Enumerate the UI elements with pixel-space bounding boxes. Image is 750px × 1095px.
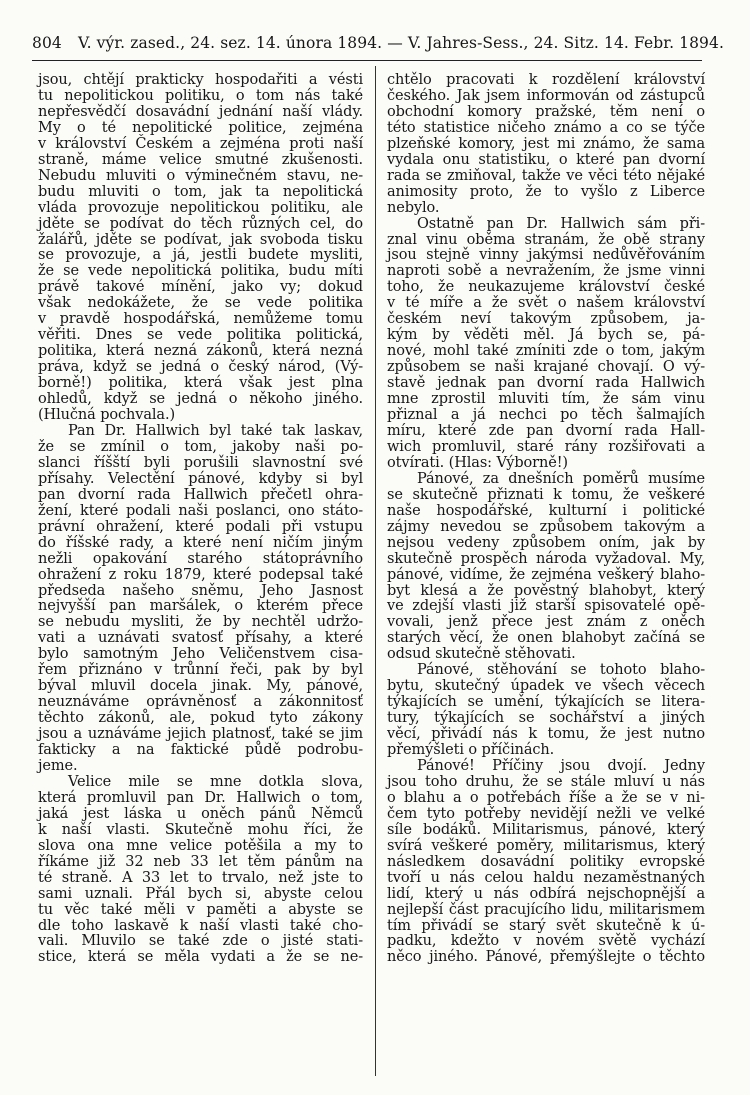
page-number: 804 bbox=[32, 34, 62, 52]
text-line: plzeňské komory, jest mi známo, že sama bbox=[387, 135, 705, 152]
text-line: v pravdě hospodářská, nemůžeme tomu bbox=[38, 311, 363, 328]
text-line: míru, které zde pan dvorní rada Hall- bbox=[387, 422, 705, 439]
text-line: odsud skutečně stěhovati. bbox=[387, 646, 576, 663]
text-line: českého. Jak jsem informován od zástupců bbox=[387, 87, 705, 104]
text-line: věcí, přivádí nás k tomu, že jest nutno bbox=[387, 726, 705, 743]
text-line: bylo samotným Jeho Veličenstvem cisa- bbox=[38, 646, 363, 663]
text-line: Pánové, za dnešních poměrů musíme bbox=[417, 470, 705, 487]
text-line: této statistice ničeho známo a co se týče bbox=[387, 119, 705, 136]
text-line: čem tyto potřeby nevidějí nežli ve velké bbox=[387, 805, 705, 822]
text-line: chtělo pracovati k rozdělení království bbox=[387, 72, 705, 88]
text-line: politika, která nezná zákonů, která nezná bbox=[38, 343, 363, 360]
text-line: Pánové! Příčiny jsou dvojí. Jedny bbox=[417, 757, 705, 774]
text-line: o blahu a o potřebách říše a že se v ni- bbox=[387, 789, 705, 806]
text-line: straně, máme velice smutné zkušenosti. bbox=[38, 151, 363, 168]
text-line: vláda provozuje nepolitickou politiku, ale bbox=[38, 199, 363, 216]
text-line: animosity proto, že to vyšlo z Liberce bbox=[387, 183, 705, 200]
right-column bbox=[387, 73, 705, 966]
left-column bbox=[38, 73, 363, 966]
text-line: těchto zákonů, ale, pokud tyto zákony bbox=[38, 710, 363, 727]
column-divider bbox=[375, 66, 376, 1076]
text-line: však nedokážete, že se vede politika bbox=[38, 295, 363, 312]
text-line: jsou toho druhu, že se stále mluví u nás bbox=[387, 773, 705, 790]
text-line: že se vede nepolitická politika, budu míti bbox=[38, 263, 363, 280]
text-line: fakticky a na faktické půdě podrobu- bbox=[38, 742, 363, 759]
text-line: tury, týkajících se sochářství a jiných bbox=[387, 710, 705, 727]
text-line: říkáme již 32 neb 33 let těm pánům na bbox=[38, 853, 363, 870]
text-line: zájmy nevedou se způsobem takovým a bbox=[387, 518, 705, 535]
text-line: ohledů, když se jedná o někoho jiného. bbox=[38, 391, 363, 408]
text-line: stavě jednak pan dvorní rada Hallwich bbox=[387, 375, 705, 392]
text-line: lidí, který u nás odbírá nejschopnější a bbox=[387, 885, 705, 902]
text-line: v království Českém a zejména proti naší bbox=[38, 135, 363, 152]
text-line: slova ona mne velice potěšila a my to bbox=[38, 837, 363, 854]
text-line: se nebudu mysliti, že by nechtěl udržo- bbox=[38, 614, 363, 631]
text-line: předseda našeho sněmu, Jeho Jasnost bbox=[38, 582, 363, 599]
text-line: slanci říšští byli porušili slavnostní své bbox=[38, 454, 363, 471]
text-line: pan dvorní rada Hallwich přečetl ohra- bbox=[38, 486, 363, 503]
text-line: starých věcí, že onen blahobyt začíná se bbox=[387, 630, 705, 647]
text-line: právní ohražení, které podali při vstupu bbox=[38, 518, 363, 535]
text-line: vati a uznávati svatosť přísahy, a které bbox=[38, 630, 363, 647]
text-line: Velice mile se mne dotkla slova, bbox=[68, 773, 363, 790]
text-line: jsou stejně vinny jakýmsi nedůvěřováním bbox=[387, 247, 705, 264]
text-line: Ostatně pan Dr. Hallwich sám při- bbox=[417, 215, 705, 232]
text-line: nejlepší část pracujícího lidu, militarismem bbox=[387, 901, 705, 918]
text-line: Pánové, stěhování se tohoto blaho- bbox=[417, 662, 705, 679]
text-line: (Hlučná pochvala.) bbox=[38, 407, 176, 424]
text-line: dle toho laskavě k naší vlasti také cho- bbox=[38, 917, 363, 934]
text-line: nežli opakování starého státoprávního bbox=[38, 550, 363, 567]
text-line: býval mluvil docela jinak. My, pánové, bbox=[38, 678, 363, 695]
text-line: práva, když se jedná o český národ, (Vý- bbox=[38, 359, 363, 376]
text-line: pánové, vidíme, že zejména veškerý blaho- bbox=[387, 566, 705, 583]
text-line: obchodní komory pražské, těm není o bbox=[387, 103, 705, 120]
text-line: borně!) politika, která však jest plna bbox=[38, 375, 363, 392]
text-line: tu nepolitickou politiku, o tom nás také bbox=[38, 87, 363, 104]
text-line: vydala onu statistiku, o které pan dvorní bbox=[387, 151, 705, 168]
text-line: přiznal a já nechci po těch šalmajích bbox=[387, 407, 705, 424]
text-line: budu mluviti o tom, jak ta nepolitická bbox=[38, 183, 363, 200]
text-line: svírá veškeré poměry, militarismus, který bbox=[387, 837, 705, 854]
text-line: Nebudu mluviti o výminečném stavu, ne- bbox=[38, 167, 363, 184]
text-line: tím přivádí se starý svět skutečně k ú- bbox=[387, 917, 705, 934]
text-line: My o té nepolitické politice, zejména bbox=[38, 119, 363, 136]
text-line: vovali, jenž přece jest znám z oněch bbox=[387, 614, 705, 631]
text-line: žalářů, jděte se podívat, jak svoboda tisku bbox=[38, 231, 363, 248]
text-line: vali. Mluvilo se také zde o jisté stati- bbox=[38, 933, 363, 950]
text-line: jděte se podívat do těch různých cel, do bbox=[38, 215, 363, 232]
header-rule bbox=[32, 60, 702, 61]
text-line: řem přiznáno v trůnní řeči, pak by byl bbox=[38, 662, 363, 679]
text-line: toho, že neukazujeme království české bbox=[387, 279, 705, 296]
text-line: ve zdejší vlasti již starší spisovatelé opě- bbox=[387, 598, 705, 615]
text-line: jsou, chtějí prakticky hospodařiti a vésti bbox=[38, 72, 363, 88]
text-line: skutečně prospěch národa vyžadoval. My, bbox=[387, 550, 705, 567]
text-line: že se zmínil o tom, jakoby naši po- bbox=[38, 438, 363, 455]
text-line: wich promluvil, staré rány rozšiřovati a bbox=[387, 438, 705, 455]
text-line: ohražení z roku 1879, které podepsal také bbox=[38, 566, 363, 583]
text-line: se skutečně přiznati k tomu, že veškeré bbox=[387, 486, 705, 503]
text-line: v té míře a že svět o našem království bbox=[387, 295, 705, 312]
text-line: týkajících se umění, týkajících se litera- bbox=[387, 694, 705, 711]
text-line: rada se zmiňoval, takže ve věci této nějaké bbox=[387, 167, 705, 184]
text-line: Pan Dr. Hallwich byl také tak laskav, bbox=[68, 422, 363, 439]
text-line: neuznáváme oprávněnosť a zákonnitosť bbox=[38, 694, 363, 711]
text-line: nové, mohl také zmíniti zde o tom, jakým bbox=[387, 343, 705, 360]
text-line: jsou a uznáváme jejich platnosť, také se jim bbox=[38, 726, 363, 743]
text-line: mne zprostil mluviti tím, že sám vinu bbox=[387, 391, 705, 408]
text-line: otvírati. (Hlas: Výborně!) bbox=[387, 454, 568, 471]
page-header bbox=[32, 34, 724, 56]
text-line: něco jiného. Pánové, přemýšlejte o těchto bbox=[387, 949, 705, 966]
text-line: padku, kdežto v novém světě vychází bbox=[387, 933, 705, 950]
text-line: věřiti. Dnes se vede politika politická, bbox=[38, 327, 363, 344]
text-line: bytu, skutečný úpadek ve všech věcech bbox=[387, 678, 705, 695]
running-title: V. výr. zased., 24. sez. 14. února 1894. — V. Jahres-Sess., 24. Sitz. 14. Febr. 1894. bbox=[78, 34, 724, 52]
text-line: způsobem se naši krajané chovají. O vý- bbox=[387, 359, 705, 376]
text-line: znal vinu oběma stranám, že obě strany bbox=[387, 231, 705, 248]
text-line: žení, které podali naši poslanci, ono státo- bbox=[38, 502, 363, 519]
text-line: byt klesá a že pověstný blahobyt, který bbox=[387, 582, 705, 599]
text-line: tu věc také měli v paměti a abyste se bbox=[38, 901, 363, 918]
text-line: nepřesvědčí dosavádní jednání naší vlády. bbox=[38, 103, 363, 120]
text-line: která promluvil pan Dr. Hallwich o tom, bbox=[38, 789, 363, 806]
text-line: nebylo. bbox=[387, 199, 440, 216]
text-line: přemýšleti o příčinách. bbox=[387, 742, 555, 759]
text-line: k naší vlasti. Skutečně mohu říci, že bbox=[38, 821, 363, 838]
text-line: jeme. bbox=[38, 757, 78, 774]
text-line: té straně. A 33 let to trvalo, než jste to bbox=[38, 869, 363, 886]
text-line: sami uznali. Přál bych si, abyste celou bbox=[38, 885, 363, 902]
text-line: přísahy. Velectění pánové, kdyby si byl bbox=[38, 470, 363, 487]
text-line: naše hospodářské, kulturní i politické bbox=[387, 502, 705, 519]
text-line: kým by věděti měl. Já bych se, pá- bbox=[387, 327, 705, 344]
text-line: tvoří u nás celou haldu nezaměstnaných bbox=[387, 869, 705, 886]
text-line: českém neví takovým způsobem, ja- bbox=[387, 311, 705, 328]
text-line: jaká jest láska u oněch pánů Němců bbox=[38, 805, 363, 822]
text-line: právě takové mínění, jako vy; dokud bbox=[38, 279, 363, 296]
text-line: síle bodáků. Militarismus, pánové, který bbox=[387, 821, 705, 838]
text-line: následkem dosavádní politiky evropské bbox=[387, 853, 705, 870]
text-line: nejvyšší pan maršálek, o kterém přece bbox=[38, 598, 363, 615]
text-line: do říšské rady, a které není ničím jiným bbox=[38, 534, 363, 551]
text-line: naproti sobě a nevražením, že jsme vinni bbox=[387, 263, 705, 280]
text-line: se provozuje, a já, jestli budete mysliti, bbox=[38, 247, 363, 264]
text-line: stice, která se měla vydati a že se ne- bbox=[38, 949, 363, 966]
text-line: nejsou vedeny způsobem oním, jak by bbox=[387, 534, 705, 551]
